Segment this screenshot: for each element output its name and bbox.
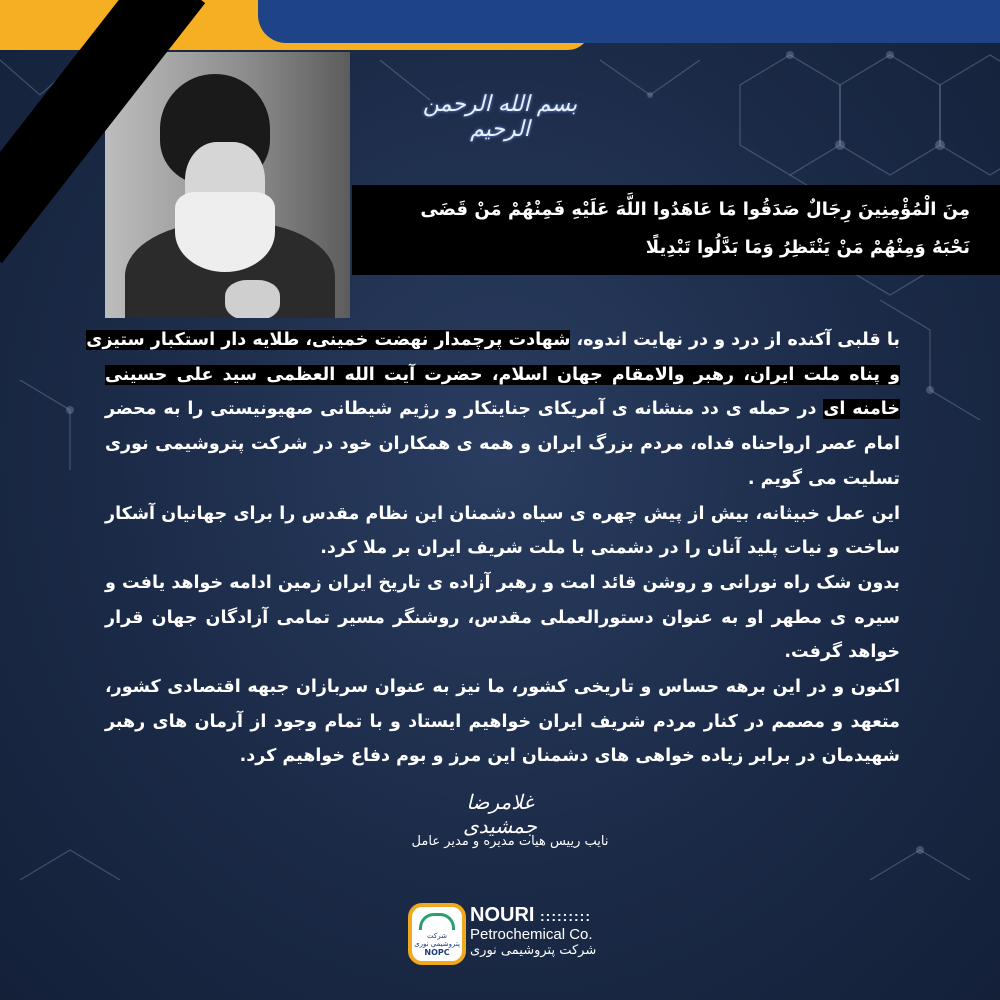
brand-subtitle: Petrochemical Co. [470, 926, 593, 943]
brand-persian: شرکت پتروشیمی نوری [470, 943, 597, 958]
header-blue-band [258, 0, 1000, 43]
message-line [105, 358, 900, 393]
quran-verse-box [352, 185, 1000, 275]
message-line [105, 392, 900, 427]
message-line: بدون شک راه نورانی و روشن قائد امت و رهبر آزاده ی تاریخ ایران زمین ادامه خواهد یافت و [105, 572, 900, 593]
verse-line: مِنَ الْمُؤْمِنِينَ رِجَالٌ صَدَقُوا مَا عَاهَدُوا اللَّهَ عَلَيْهِ فَمِنْهُمْ مَنْ قَضَى [420, 199, 970, 220]
message-highlight: خامنه ای [823, 399, 900, 420]
message-line: این عمل خبیثانه، بیش از پیش چهره ی سیاه دشمنان این نظام مقدس را برای جهانیان آشکار [105, 503, 900, 524]
company-brand [470, 905, 596, 958]
signatory-title: نایب رییس هیات مدیره و مدیر عامل [411, 834, 609, 849]
message-highlight: شهادت پرچمدار نهضت خمینی، طلایه دار استکبار ستیزی [86, 330, 571, 350]
brand-dots: ::::::::: [540, 908, 591, 924]
message-text: با قلبی آکنده از درد و در نهایت اندوه، [570, 330, 900, 350]
signature-name: غلامرضا جمشیدی [463, 790, 537, 838]
message-line: تسلیت می گویم . [747, 468, 900, 489]
leader-portrait [105, 52, 350, 318]
badge-text: شرکت پتروشیمی نوری [414, 932, 460, 948]
message-line: ساخت و نیات پلید آنان را در دشمنی با ملت شریف ایران بر ملا کرد. [320, 538, 900, 559]
brand-name: NOURI [470, 904, 535, 926]
message-highlight: و پناه ملت ایران، رهبر والامقام جهان اسلام، حضرت آیت الله العظمی سید علی حسینی [105, 364, 900, 385]
condolence-message [86, 323, 900, 774]
message-line: متعهد و مصمم در کنار مردم شریف ایران خواهیم ایستاد و با تمام وجود از آرمان های رهبر [105, 711, 900, 732]
message-line: شهیدمان در برابر زیاده خواهی های دشمنان این مرز و بوم دفاع خواهیم کرد. [239, 746, 900, 767]
message-line [86, 323, 900, 358]
company-logo-badge [408, 903, 466, 965]
verse-line: نَحْبَهُ وَمِنْهُمْ مَنْ يَنْتَظِرُ وَمَا بَدَّلُوا تَبْدِيلًا [645, 237, 970, 258]
message-line: امام عصر ارواحناه فداه، مردم بزرگ ایران و همه ی همکاران خود در شرکت پتروشیمی نوری [105, 434, 900, 455]
message-line: اکنون و در این برهه حساس و تاریخی کشور، ما نیز به عنوان سربازان جبهه اقتصادی کشور، [105, 677, 900, 698]
logo-arc-icon [419, 913, 455, 930]
badge-abbr: NOPC [424, 948, 450, 957]
message-line: سیره ی مطهر او به عنوان دستورالعملی مقدس، روشنگر مسیر تمامی آزادگان جهان قرار [105, 607, 900, 628]
message-line: خواهد گرفت. [784, 642, 900, 663]
message-text: در حمله ی دد منشانه ی آمریکای جنایتکار و رژیم شیطانی صهیونیستی را به محضر [105, 399, 824, 420]
bismillah-calligraphy: بسم الله الرحمن الرحیم [422, 92, 578, 142]
